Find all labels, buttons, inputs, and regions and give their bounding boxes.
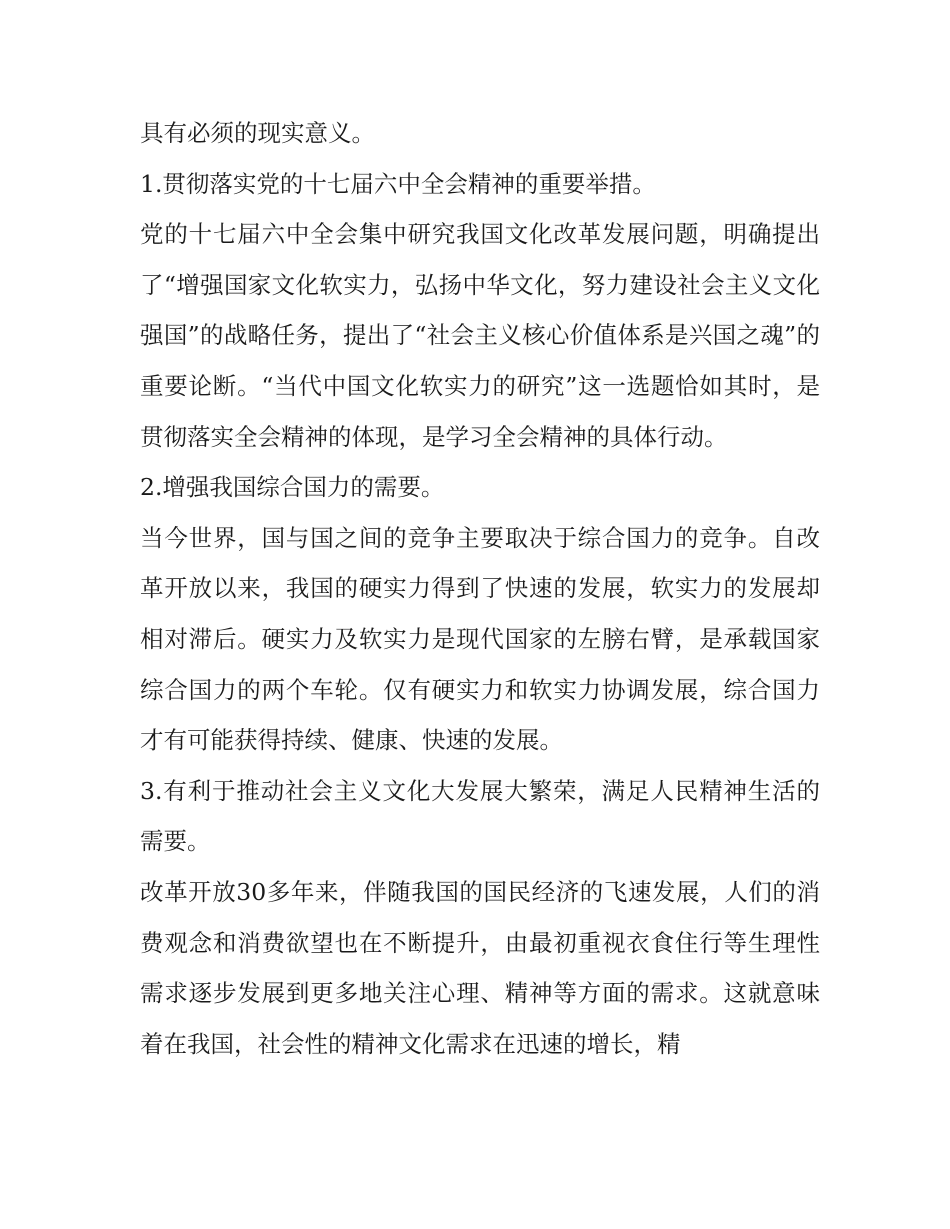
heading-point-3: 3.有利于推动社会主义文化大发展大繁荣，满足人民精神生活的需要。 [140,776,820,856]
heading-point-2: 2.增强我国综合国力的需要。 [140,473,445,502]
paragraph-point-2-body: 当今世界，国与国之间的竞争主要取决于综合国力的竞争。自改革开放以来，我国的硬实力得到了快速的发展，软实力的发展却相对滞后。硬实力及软实力是现代国家的左膀右臂，是承载国家综合国力的两个车轮。仅有硬实力和软实力协调发展，综合国力才有可能获得持续、健康、快速的发展。 [140,523,820,755]
paragraph-intro-fragment: 具有必须的现实意义。 [140,119,375,147]
paragraph-point-3-body: 改革开放30多年来，伴随我国的国民经济的飞速发展，人们的消费观念和消费欲望也在不断提升，由最初重视衣食住行等生理性需求逐步发展到更多地关注心理、精神等方面的需求。这就意味着在我国，社会性的精神文化需求在迅速的增长，精 [140,877,820,1058]
document-body [140,108,820,1069]
heading-point-1: 1.贯彻落实党的十七届六中全会精神的重要举措。 [140,169,656,198]
paragraph-point-1-body: 党的十七届六中全会集中研究我国文化改革发展问题，明确提出了“增强国家文化软实力，弘扬中华文化，努力建设社会主义文化强国”的战略任务，提出了“社会主义核心价值体系是兴国之魂”的重要论断。“当代中国文化软实力的研究”这一选题恰如其时，是贯彻落实全会精神的体现，是学习全会精神的具体行动。 [140,220,820,451]
